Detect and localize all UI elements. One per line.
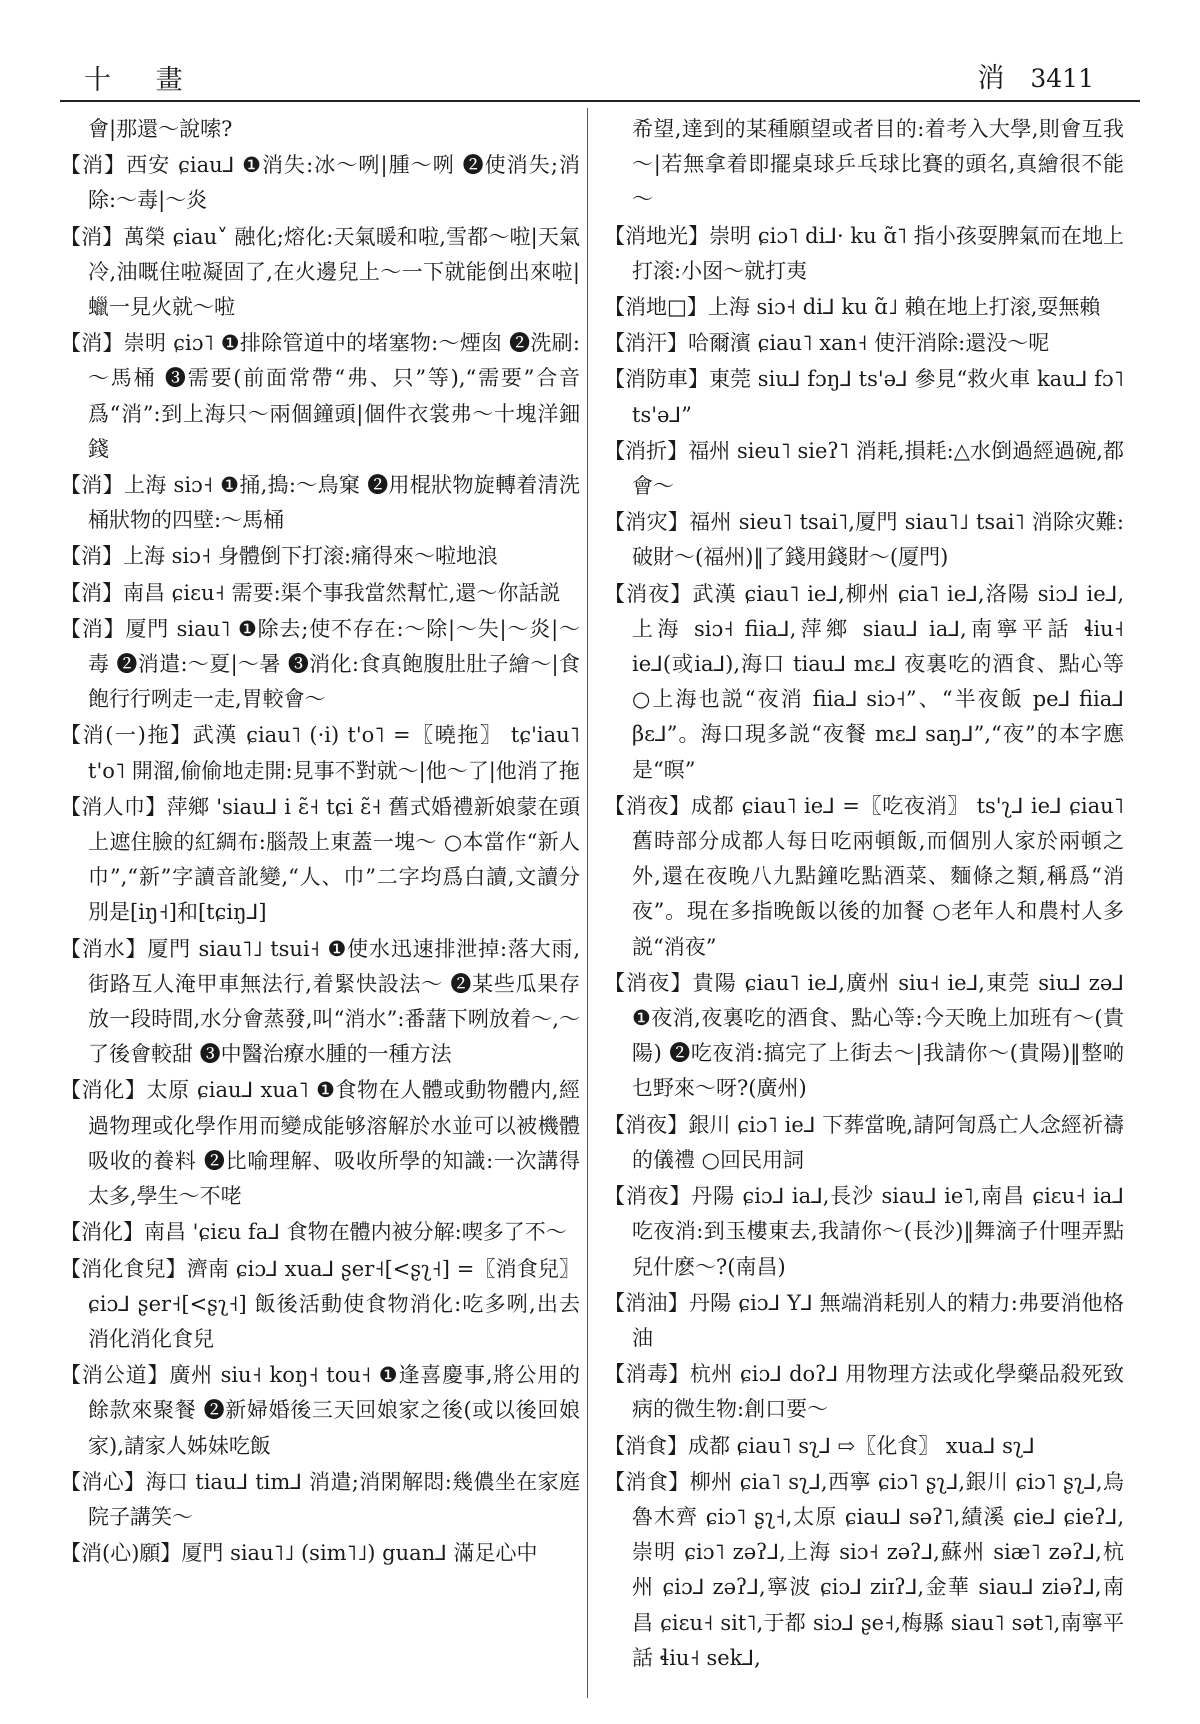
entry-text: 丹陽 ɕiɔ⅃ Y⅃ 無端消耗别人的精力:弗要消他格油: [632, 1290, 1124, 1350]
entry-headword: 【消化】: [60, 1078, 147, 1103]
entry-text: 萬榮 ɕiau˅ 融化;熔化:天氣暖和啦,雪都～啦|天氣冷,油嘅住啦凝固了,在火邊兒上～一下就能倒出來啦|蠟一見火就～啦: [88, 224, 580, 320]
left-column: [60, 112, 580, 1572]
entry-text: 上海 siɔ˧ ❶捅,搗:～鳥窠 ❷用棍狀物旋轉着清洗桶狀物的四壁:～馬桶: [88, 473, 580, 533]
entry-headword: 【消人巾】: [60, 794, 167, 819]
entry-text: 南昌 'ɕiɛu fa⅃ 食物在體内被分解:喫多了不～: [144, 1220, 567, 1245]
entry-headword: 【消】: [60, 473, 124, 498]
running-head-right: [977, 56, 1094, 95]
entry-text: 福州 sieu˥ tsai˥,厦門 siau˥˩ tsai˥ 消除灾難:破財～(福州)‖了錢用錢財～(厦門): [632, 510, 1124, 570]
entry-text: 太原 ɕiau⅃ xua˥ ❶食物在人體或動物體内,經過物理或化學作用而變成能够溶解於水並可以被機體吸收的養料 ❷比喻理解、吸收所學的知識:一次講得太多,學生～不咾: [88, 1078, 581, 1209]
entry-headword: 【消食】: [604, 1433, 688, 1458]
entry-headword: 【消夜】: [604, 1184, 692, 1209]
entry-text: 崇明 ɕiɔ˥ ❶排除管道中的堵塞物:～煙囱 ❷洗刷:～馬桶 ❸需要(前面常帶“弗、只”等),“需要”合音爲“消”:到上海只～兩個鐘頭|個件衣裳弗～十塊洋鈿錢: [88, 331, 581, 461]
entry-headword: 【消化食兒】: [60, 1256, 187, 1281]
entry-headword: 【消水】: [60, 936, 148, 961]
entry-headword: 【消食】: [604, 1469, 690, 1494]
entry-headword: 【消防車】: [604, 367, 710, 392]
dictionary-entry: [60, 112, 580, 147]
entry-text: 廣州 siu˧ koŋ˧ tou˧ ❶逢喜慶事,將公用的餘款來聚餐 ❷新婦婚後三天回娘家之後(或以後回娘家),請家人姊妹吃飯: [88, 1363, 581, 1458]
entry-headword: 【消】: [60, 616, 126, 641]
entry-headword: 【消汗】: [604, 331, 688, 356]
dictionary-entry: [604, 1286, 1124, 1356]
entry-headword: 【消地光】: [604, 223, 710, 248]
entry-text: 上海 siɔ˧ di⅃ ku ɑ̃˩ 賴在地上打滚,耍無賴: [707, 295, 1101, 320]
dictionary-entry: [60, 932, 580, 1073]
page-number: 3411: [1030, 64, 1094, 93]
entry-text: 會|那還～說嗦?: [88, 117, 233, 141]
entry-headword: 【消夜】: [604, 970, 693, 995]
dictionary-entry: [604, 789, 1124, 965]
entry-text: 厦門 siau˥˩ tsui˧ ❶使水迅速排泄掉:落大雨,街路互人淹甲車無法行,着緊快設法～ ❷某些瓜果存放一段時間,水分會蒸發,叫“消水”:番藷下咧放着～,～了後會較甜 ❸中醫治療水腫的一種方法: [88, 936, 581, 1067]
entry-text: 杭州 ɕiɔ⅃ doʔ⅃ 用物理方法或化學藥品殺死致病的微生物:創口要～: [632, 1362, 1124, 1422]
dictionary-entry: [60, 539, 580, 574]
entry-text: 丹陽 ɕiɔ⅃ ia⅃,長沙 siau⅃ ie˥,南昌 ɕiɛu˧ ia⅃ 吃夜消:到玉樓東去,我請你～(長沙)‖舞滴子什哩弄點兒什麽～?(南昌): [632, 1184, 1124, 1279]
entry-headword: 【消夜】: [604, 1112, 689, 1137]
dictionary-entry: [60, 1536, 580, 1571]
dictionary-entry: [60, 1073, 580, 1214]
entry-text: 南昌 ɕiɛu˧ 需要:渠个事我當然幫忙,還～你話説: [123, 580, 561, 605]
entry-text: 成都 ɕiau˥ sʅ⅃ ⇨〖化食〗 xua⅃ sʅ⅃: [688, 1433, 1035, 1458]
entry-headword: 【消地□】: [604, 295, 708, 320]
entry-text: 貴陽 ɕiau˥ ie⅃,廣州 siu˧ ie⅃,東莞 siu⅃ zə⅃ ❶夜消,夜裏吃的酒食、點心等:今天晚上加班有～(貴陽) ❷吃夜消:搞完了上街去～|我請你～(貴陽)‖整啲乜野來～呀?(廣州): [632, 970, 1124, 1101]
column-divider: [587, 108, 588, 1698]
entry-headword: 【消夜】: [604, 793, 691, 818]
entry-headword: 【消毒】: [604, 1362, 690, 1387]
header-rule: [60, 100, 1140, 102]
dictionary-entry: [604, 577, 1124, 788]
entry-text: 厦門 siau˥ ❶除去;使不存在:～除|～失|～炎|～毒 ❷消遣:～夏|～暑 ❸消化:食真飽腹肚肚子繪～|食飽行行咧走一走,胃較會～: [88, 616, 580, 712]
dictionary-entry: [60, 576, 580, 611]
dictionary-entry: [60, 326, 580, 467]
dictionary-entry: [60, 718, 580, 788]
dictionary-entry: [604, 966, 1124, 1107]
entry-headword: 【消心】: [60, 1469, 146, 1494]
entry-text: 濟南 ɕiɔ⅃ xua⅃ ʂer˧[<ʂʅ˧] =〖消食兒〗 ɕiɔ⅃ ʂer˧[<ʂʅ˧] 飯後活動使食物消化:吃多咧,出去消化消化食兒: [88, 1256, 581, 1351]
entry-headword: 【消】: [60, 580, 123, 605]
dictionary-entry: [604, 1179, 1124, 1285]
dictionary-entry: [60, 220, 580, 326]
entry-headword: 【消灾】: [604, 510, 690, 535]
entry-text: 崇明 ɕiɔ˥ di⅃· ku ɑ̃˥ 指小孩耍脾氣而在地上打滚:小囡～就打夷: [632, 223, 1124, 283]
dictionary-entry: [60, 1465, 580, 1535]
dictionary-entry: [604, 219, 1124, 289]
dictionary-entry: [604, 1108, 1124, 1178]
entry-headword: 【消】: [60, 331, 124, 356]
entry-text: 萍鄉 'siau⅃ i ɛ̃˧ tɕi ɛ̃˧ 舊式婚禮新娘蒙在頭上遮住臉的紅綢布:腦殼上東蓋一塊～ ○本當作“新人巾”,“新”字讀音訛變,“人、巾”二字均爲白讀,文讀分別是[iŋ˧]和[tɕiŋ⅃]: [88, 794, 581, 925]
dictionary-entry: [60, 1215, 580, 1250]
entry-headword: 【消夜】: [604, 581, 693, 606]
running-head-stroke-section: 十 畫: [84, 65, 201, 96]
entry-text: 福州 sieu˥ sieʔ˥ 消耗,損耗:△水倒過經過碗,都會～: [632, 438, 1124, 499]
entry-headword: 【消化】: [60, 1220, 144, 1245]
entry-text: 武漢 ɕiau˥ ie⅃,柳州 ɕia˥ ie⅃,洛陽 siɔ⅃ ie⅃,上海 siɔ˧ fiia⅃,萍鄉 siau⅃ ia⅃,南寧平話 ɬiu˧ ie⅃(或ia⅃),海口 tiau⅃ mɛ⅃ 夜裏吃的酒食、點心等 ○上海也説“夜消 fiia⅃ siɔ˧”、“半夜飯 pe⅃ fiia⅃ βɛ⅃”。海口現多説“夜餐 mɛ⅃ saŋ⅃”,“夜”的本字應是“暝”: [632, 581, 1125, 782]
dictionary-entry: [60, 612, 580, 718]
dictionary-entry: [604, 112, 1124, 218]
dictionary-entry: [60, 790, 580, 931]
dictionary-entry: [60, 468, 580, 538]
entry-text: 哈爾濱 ɕiau˥ xan˧ 使汗消除:還没～呢: [688, 331, 1050, 356]
dictionary-entry: [604, 1465, 1124, 1676]
entry-headword: 【消(心)願】: [60, 1541, 182, 1566]
entry-text: 柳州 ɕia˥ sʅ⅃,西寧 ɕiɔ˥ ʂʅ⅃,銀川 ɕiɔ˥ ʂʅ⅃,烏魯木齊 ɕiɔ˥ ʂʅ˧,太原 ɕiau⅃ səʔ˥,績溪 ɕie⅃ ɕieʔ⅃,崇明 ɕiɔ˥ zəʔ⅃,上海 siɔ˧ zəʔ⅃,蘇州 siæ˥ zəʔ⅃,杭州 ɕiɔ⅃ zəʔ⅃,寧波 ɕiɔ⅃ ziɪʔ⅃,金華 siau⅃ ziəʔ⅃,南昌 ɕiɛu˧ sit˥,于都 siɔ⅃ ʂe˧,梅縣 siau˥ sət˥,南寧平話 ɬiu˧ sek⅃,: [632, 1469, 1124, 1670]
entry-text: 武漢 ɕiau˥ (·i) t'o˥ =〖曉拖〗 tɕ'iau˥ t'o˥ 開溜,偷偷地走開:見事不對就～|他～了|他消了拖: [88, 723, 580, 783]
entry-headword: 【消】: [60, 544, 123, 569]
entry-text: 銀川 ɕiɔ˥ ie⅃ 下葬當晚,請阿訇爲亡人念經祈禱的儀禮 ○回民用詞: [632, 1112, 1125, 1172]
entry-text: 西安 ɕiau⅃ ❶消失:冰～咧|腫～咧 ❷使消失;消除:～毒|～炎: [88, 153, 580, 213]
entry-text: 成都 ɕiau˥ ie⅃ =〖吃夜消〗 ts'ʅ⅃ ie⅃ ɕiau˥ 舊時部分成都人每日吃兩頓飯,而個別人家於兩頓之外,還在夜晚八九點鐘吃點酒菜、麵條之類,稱爲“消夜”。現在多指晚飯以後的加餐 ○老年人和農村人多説“消夜”: [632, 793, 1124, 959]
right-column: [604, 112, 1124, 1677]
entry-headword: 【消】: [60, 153, 127, 178]
dictionary-entry: [604, 326, 1124, 361]
entry-headword: 【消油】: [604, 1290, 689, 1315]
dictionary-entry: [60, 1358, 580, 1464]
dictionary-entry: [604, 1429, 1124, 1464]
dictionary-entry: [604, 290, 1124, 325]
dictionary-entry: [604, 362, 1124, 432]
entry-headword: 【消(一)拖】: [60, 723, 193, 748]
entry-text: 海口 tiau⅃ tim⅃ 消遣;消閑解悶:幾儂坐在家庭院子講笑～: [88, 1469, 581, 1529]
dictionary-entry: [604, 1357, 1124, 1427]
running-head-char: 消: [977, 63, 1005, 94]
entry-headword: 【消公道】: [60, 1363, 170, 1388]
entry-headword: 【消折】: [604, 438, 689, 463]
entry-text: 上海 siɔ˧ 身體倒下打滚:痛得來～啦地浪: [123, 544, 499, 569]
dictionary-entry: [604, 434, 1124, 504]
dictionary-entry: [60, 1252, 580, 1358]
entry-text: 東莞 siu⅃ fɔŋ⅃ ts'ə⅃ 參見“救火車 kau⅃ fɔ˥ ts'ə⅃”: [632, 367, 1125, 427]
dictionary-entry: [60, 148, 580, 218]
dictionary-entry: [604, 505, 1124, 575]
entry-headword: 【消】: [60, 224, 124, 249]
entry-text: 希望,達到的某種願望或者目的:着考入大學,則會互我～|若無拿着即擺桌球乒乓球比賽的頭名,真繪很不能～: [632, 117, 1124, 212]
entry-text: 厦門 siau˥˩ (sim˥˩) guan⅃ 滿足心中: [181, 1541, 538, 1566]
